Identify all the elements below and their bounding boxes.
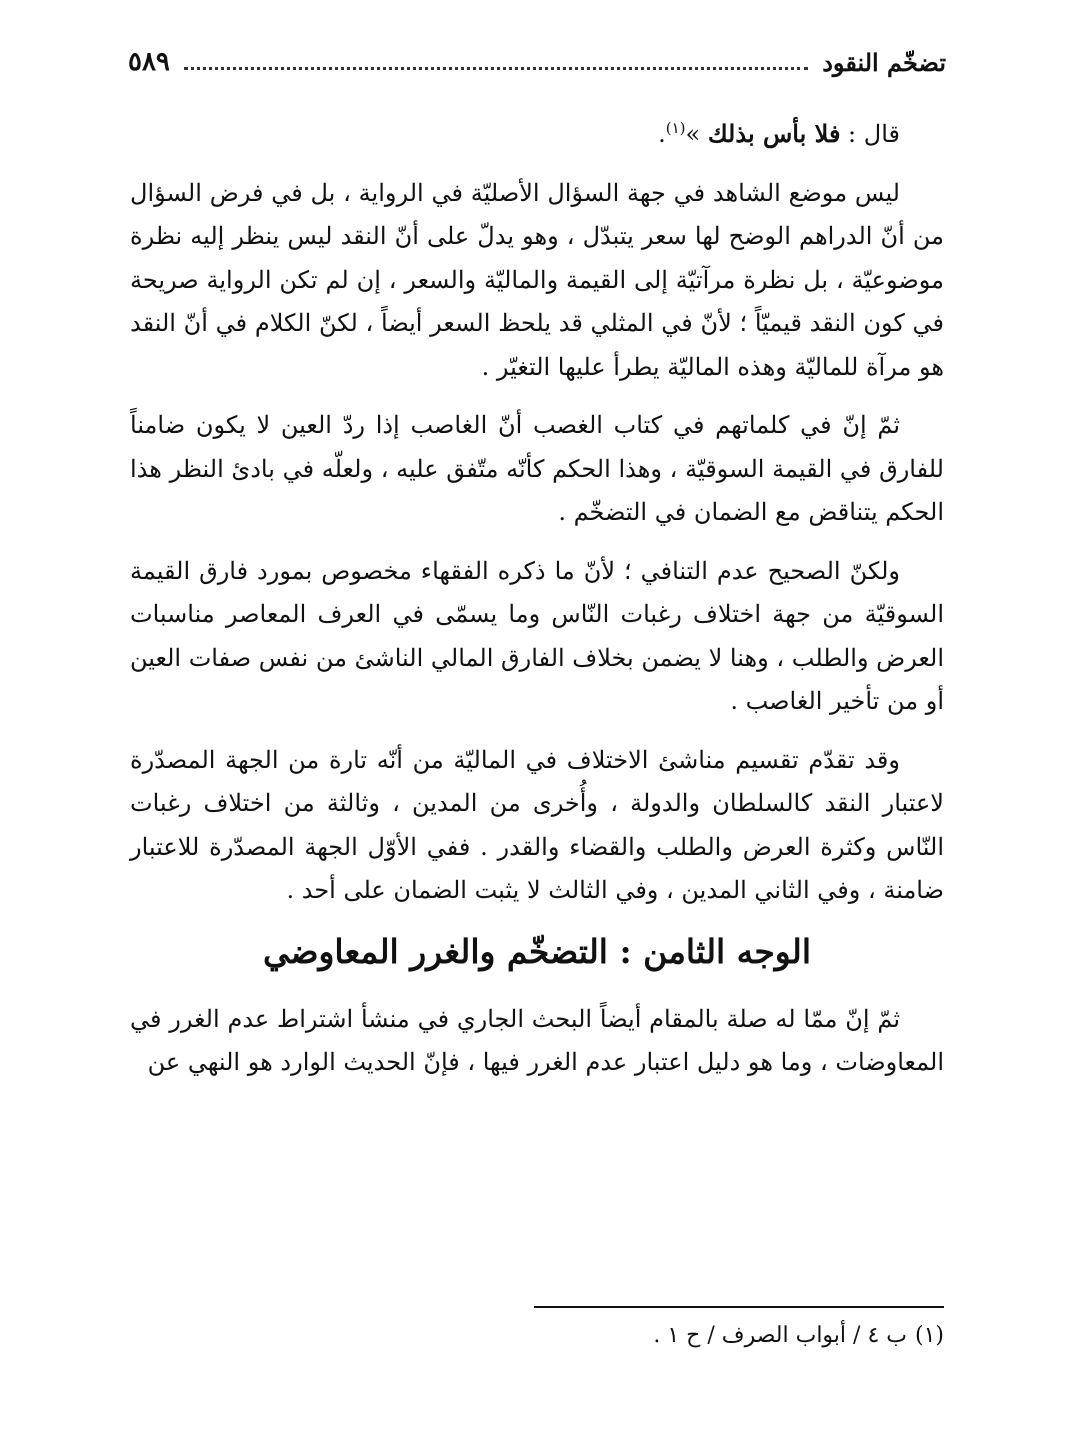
paragraph-3: ولكنّ الصحيح عدم التنافي ؛ لأنّ ما ذكره الفقهاء مخصوص بمورد فارق القيمة السوقيّة من جهة اختلاف رغبات النّاس وما يسمّى في العرف المعاصر مناسبات العرض والطلب ، وهنا لا يضمن بخلاف الفارق المالي الناشئ من نفس صفات العين أو من تأخير الغاصب . [130,556,944,715]
page-number: ٥٨٩ [128,47,170,77]
paragraph-4: وقد تقدّم تقسيم مناشئ الاختلاف في الماليّة من أنّه تارة من الجهة المصدّرة لاعتبار النقد كالسلطان والدولة ، وأُخرى من المدين ، وثالثة من اختلاف رغبات النّاس وكثرة العرض والطلب والقضاء والقدر . ففي الأوّل الجهة المصدّرة للاعتبار ضامنة ، وفي الثاني المدين ، وفي الثالث لا يثبت الضمان على أحد . [130,745,944,904]
section-paragraph: ثمّ إنّ ممّا له صلة بالمقام أيضاً البحث الجاري في منشأ اشتراط عدم الغرر في المعاوضات ، وما هو دليل اعتبار عدم الغرر فيها ، فإنّ الحديث الوارد هو النهي عن [130,1004,944,1076]
paragraph-1: ليس موضع الشاهد في جهة السؤال الأصليّة في الرواية ، بل في فرض السؤال من أنّ الدراهم الوضح لها سعر يتبدّل ، وهو يدلّ على أنّ النقد ليس ينظر إليه نظرة موضوعيّة ، بل نظرة مرآتيّة إلى القيمة والماليّة والسعر ، إن لم تكن الرواية صريحة في كون النقد قيميّاً ؛ لأنّ في المثلي قد يلحظ السعر أيضاً ، لكنّ الكلام في أنّ النقد هو مرآة للماليّة وهذه الماليّة يطرأ عليها التغيّر . [130,178,945,381]
footnote-reference: (١) [665,119,686,137]
section-heading: الوجه الثامن : التضخّم والغرر المعاوضي [262,931,812,971]
paragraph-2: ثمّ إنّ في كلماتهم في كتاب الغصب أنّ الغاصب إذا ردّ العين لا يكون ضامناً للفارق في القيمة السوقيّة ، وهذا الحكم كأنّه متّفق عليه ، ولعلّه في بادئ النظر هذا الحكم يتناقض مع الضمان في التضخّم . [130,411,944,526]
quote-line [130,112,944,157]
footnote-marker: (١) [914,1323,944,1348]
footnote-text: ب ٤ / أبواب الصرف / ح ١ . [653,1323,907,1348]
page-header [128,42,946,82]
main-text [130,112,944,1100]
header-dot-leader [184,67,808,70]
quote-bold-text: فلا بأس بذلك [707,119,841,148]
quote-suffix: » [685,120,708,148]
footnote-divider [534,1306,944,1308]
footnote [130,1318,944,1354]
running-title: تضخّم النقود [822,47,946,77]
quote-end: . [658,120,666,148]
quote-prefix: قال : [840,120,900,148]
